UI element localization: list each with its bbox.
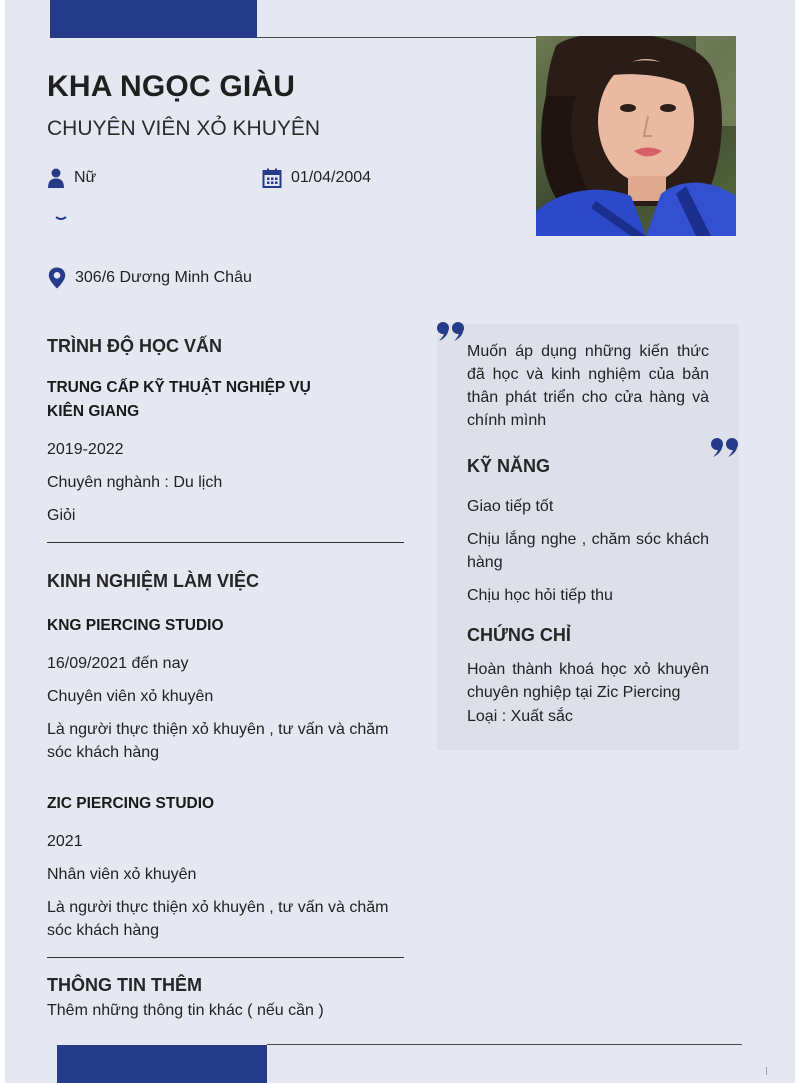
additional-text: Thêm những thông tin khác ( nếu cần ): [47, 1002, 324, 1019]
certificates-heading: CHỨNG CHỈ: [467, 625, 571, 645]
header-accent-bar: [50, 0, 257, 38]
skill-item: Giao tiếp tốt: [467, 498, 554, 515]
gender-info: [47, 168, 96, 188]
experience-divider: [47, 957, 404, 958]
job-2-position: Nhân viên xỏ khuyên: [47, 866, 197, 883]
footer-accent-bar: [57, 1045, 267, 1083]
job-1-company: KNG PIERCING STUDIO: [47, 617, 224, 634]
education-heading: TRÌNH ĐỘ HỌC VẤN: [47, 336, 222, 356]
job-2-period: 2021: [47, 833, 83, 850]
skill-item: Chịu lắng nghe , chăm sóc khách hàng: [467, 531, 709, 571]
skill-item: Chịu học hỏi tiếp thu: [467, 587, 613, 604]
gender-value: Nữ: [74, 169, 97, 186]
experience-heading: KINH NGHIỆM LÀM VIỆC: [47, 571, 260, 591]
phone-icon-fragment: [55, 215, 67, 221]
open-quote-icon: [436, 321, 466, 341]
education-divider: [47, 542, 404, 543]
job-1-position: Chuyên viên xỏ khuyên: [47, 688, 214, 705]
job-1-description: Là người thực thiện xỏ khuyên , tư vấn và chăm sóc khách hàng: [47, 721, 389, 761]
map-pin-icon: [48, 267, 66, 289]
education-school: TRUNG CẤP KỸ THUẬT NGHIỆP VỤ KIÊN GIANG: [47, 379, 311, 420]
additional-heading: THÔNG TIN THÊM: [47, 975, 202, 995]
birth-date-value: 01/04/2004: [291, 169, 372, 186]
job-title: CHUYÊN VIÊN XỎ KHUYÊN: [47, 117, 321, 140]
skills-heading: KỸ NĂNG: [467, 456, 551, 476]
header-divider: [257, 37, 537, 38]
job-2-company: ZIC PIERCING STUDIO: [47, 795, 215, 812]
footer-divider: [267, 1044, 742, 1045]
certificate-line-1: Hoàn thành khoá học xỏ khuyên: [467, 661, 709, 678]
career-objective: Muốn áp dụng những kiến thức đã học và kinh nghiệm của bản thân phát triển cho cửa hàng và chính mình: [467, 343, 709, 429]
page-edge-mark: [766, 1067, 767, 1075]
close-quote-icon: [710, 437, 740, 457]
certificate-line-2: chuyên nghiệp tại Zic Piercing: [467, 684, 681, 701]
person-icon: [47, 168, 65, 188]
profile-photo: [536, 36, 736, 236]
certificate-line-3: Loại : Xuất sắc: [467, 708, 573, 725]
education-grade: Giỏi: [47, 507, 76, 524]
birth-date-info: [262, 168, 371, 188]
education-major: Chuyên nghành : Du lịch: [47, 474, 223, 491]
education-period: 2019-2022: [47, 441, 124, 458]
job-2-description: Là người thực thiện xỏ khuyên , tư vấn và chăm sóc khách hàng: [47, 899, 389, 939]
address-info: [48, 267, 252, 289]
address-value: 306/6 Dương Minh Châu: [75, 269, 252, 286]
job-1-period: 16/09/2021 đến nay: [47, 655, 189, 672]
candidate-name: KHA NGỌC GIÀU: [47, 70, 296, 103]
calendar-icon: [262, 168, 282, 188]
